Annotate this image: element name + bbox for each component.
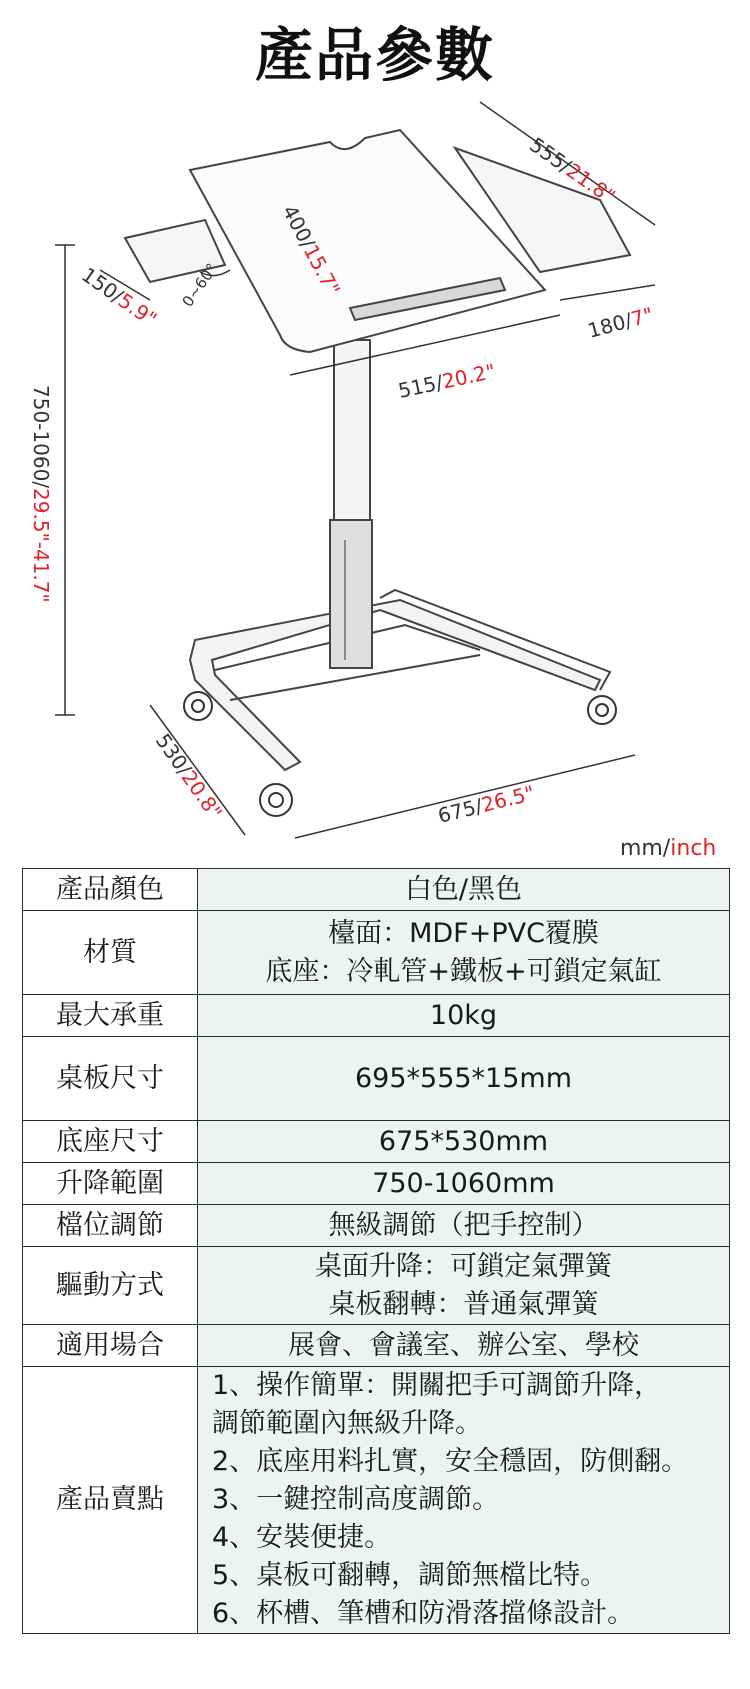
spec-value-line: 4、安裝便捷。 bbox=[212, 1522, 392, 1553]
dim-height-label: 750-1060/29.5"-41.7" bbox=[29, 385, 53, 603]
spec-value-line: 750-1060mm bbox=[372, 1167, 555, 1199]
spec-value-line: 調節範圍內無級升降。 bbox=[212, 1408, 482, 1439]
dim-tilt-depth-label: 400/15.7" bbox=[277, 201, 346, 300]
spec-table bbox=[22, 868, 730, 1634]
spec-value-line: 白色/黑色 bbox=[404, 873, 523, 905]
spec-value bbox=[198, 1247, 730, 1325]
spec-value bbox=[198, 1037, 730, 1121]
spec-row bbox=[23, 1163, 730, 1205]
spec-value bbox=[198, 1325, 730, 1367]
spec-value-line: 2、底座用料扎實，安全穩固，防側翻。 bbox=[212, 1446, 689, 1477]
dim-tilt-angle-label: 0~60° bbox=[178, 260, 222, 311]
spec-value-line: 展會、會議室、辦公室、學校 bbox=[288, 1329, 639, 1361]
page-title: 產品參數 bbox=[254, 21, 495, 89]
spec-row bbox=[23, 1037, 730, 1121]
spec-value-line: 675*530mm bbox=[378, 1125, 549, 1157]
dim-desk-depth-label: 515/20.2" bbox=[396, 358, 498, 403]
spec-value-line: 桌板翻轉：普通氣彈簧 bbox=[328, 1288, 599, 1320]
spec-value bbox=[198, 995, 730, 1037]
spec-value-line: 6、杯槽、筆槽和防滑落擋條設計。 bbox=[212, 1598, 635, 1629]
spec-value-line: 10kg bbox=[429, 999, 498, 1031]
dim-left-wing-label: 150/5.9" bbox=[77, 262, 162, 332]
spec-value bbox=[198, 911, 730, 995]
spec-row bbox=[23, 995, 730, 1037]
spec-label: 適用場合 bbox=[23, 1325, 198, 1367]
spec-row bbox=[23, 1121, 730, 1163]
spec-label: 材質 bbox=[23, 911, 198, 995]
lift-column bbox=[330, 340, 372, 668]
dim-top-width-label: 555/21.8" bbox=[525, 132, 620, 209]
spec-value bbox=[198, 1121, 730, 1163]
spec-value bbox=[198, 1205, 730, 1247]
spec-row bbox=[23, 1247, 730, 1325]
units-label: mm/inch bbox=[620, 836, 717, 861]
spec-value-line: 3、一鍵控制高度調節。 bbox=[212, 1484, 500, 1515]
spec-label: 產品賣點 bbox=[23, 1367, 198, 1634]
spec-value-line: 桌面升降：可鎖定氣彈簧 bbox=[315, 1250, 612, 1282]
spec-label: 驅動方式 bbox=[23, 1247, 198, 1325]
spec-label: 檔位調節 bbox=[23, 1205, 198, 1247]
spec-value-line: 695*555*15mm bbox=[354, 1062, 573, 1094]
spec-label: 最大承重 bbox=[23, 995, 198, 1037]
spec-value bbox=[198, 1367, 730, 1634]
spec-row bbox=[23, 1367, 730, 1634]
spec-value-line: 檯面：MDF+PVC覆膜 bbox=[328, 917, 599, 949]
spec-label: 底座尺寸 bbox=[23, 1121, 198, 1163]
base-frame bbox=[190, 590, 610, 770]
spec-value bbox=[198, 869, 730, 911]
dim-base-depth-label: 530/20.8" bbox=[150, 729, 228, 824]
spec-value-line: 1、操作簡單：開關把手可調節升降， bbox=[212, 1370, 662, 1401]
product-dimension-diagram bbox=[0, 95, 750, 865]
spec-row bbox=[23, 1325, 730, 1367]
spec-value-line: 無級調節（把手控制） bbox=[328, 1209, 599, 1241]
spec-row bbox=[23, 869, 730, 911]
spec-value-line: 底座：冷軋管+鐵板+可鎖定氣缸 bbox=[265, 955, 662, 987]
dim-right-wing-label: 180/7" bbox=[585, 302, 656, 343]
spec-row bbox=[23, 1205, 730, 1247]
spec-label: 桌板尺寸 bbox=[23, 1037, 198, 1121]
spec-value bbox=[198, 1163, 730, 1205]
dim-base-width-label: 675/26.5" bbox=[435, 780, 537, 828]
spec-value-line: 5、桌板可翻轉，調節無檔比特。 bbox=[212, 1560, 608, 1591]
spec-label: 升降範圍 bbox=[23, 1163, 198, 1205]
spec-label: 產品顏色 bbox=[23, 869, 198, 911]
spec-row bbox=[23, 911, 730, 995]
